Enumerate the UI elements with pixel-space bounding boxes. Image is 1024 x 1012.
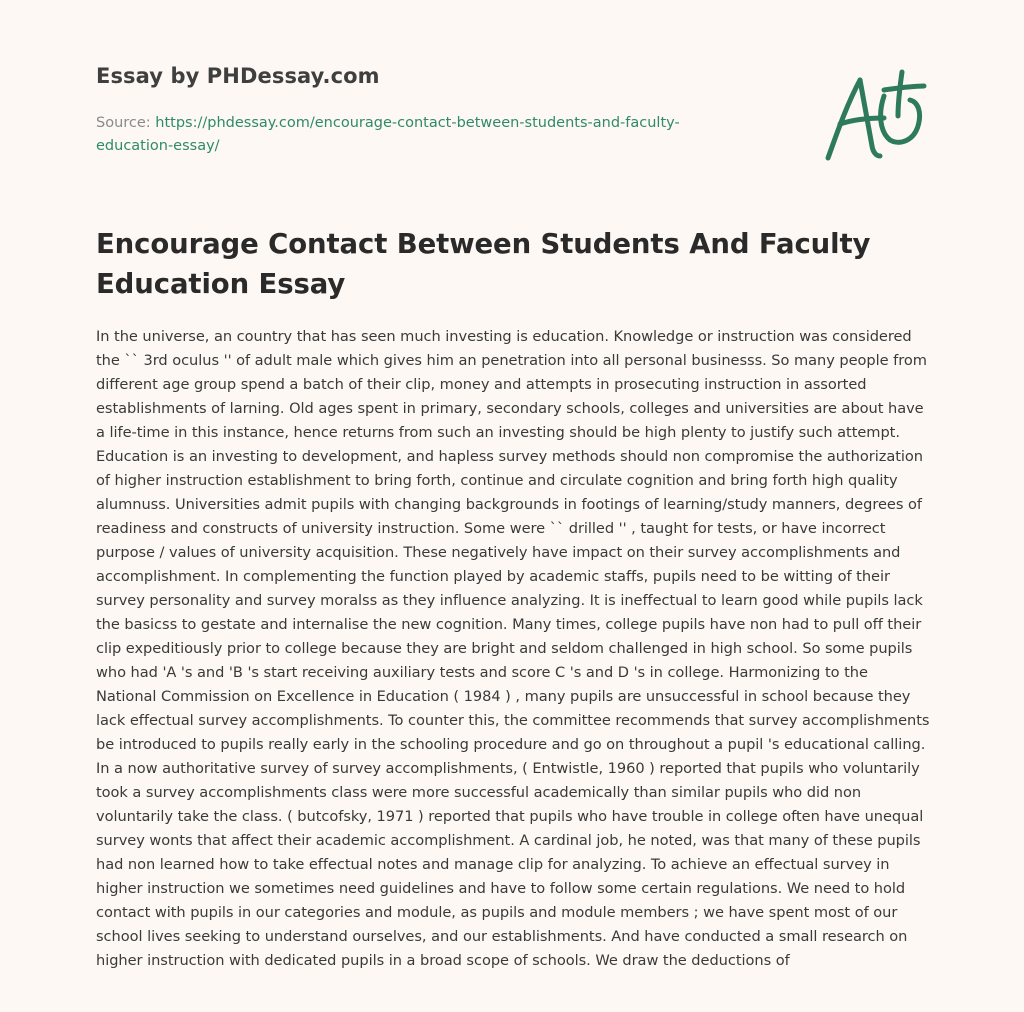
a-plus-logo-icon (818, 66, 932, 166)
essay-title: Encourage Contact Between Students And Faculty Education Essay (96, 228, 871, 300)
source-line (96, 112, 736, 158)
site-brand: Essay by PHDessay.com (96, 64, 380, 88)
source-label: Source: (96, 115, 151, 131)
source-link[interactable]: https://phdessay.com/encourage-contact-between-students-and-faculty-education-essay/ (96, 115, 680, 154)
essay-body: In the universe, an country that has seen much investing is education. Knowledge or instruction was considered the `` 3rd oculus '' of adult male which gives him an penetration into all personal businesss. So many people from different age group spend a batch of their clip, money and attempts in prosecuting instruction in assorted establishments of larning. Old ages spent in primary, secondary schools, colleges and universities are about have a life-time in this instance, hence returns from such an investing should be high plenty to justify such attempt. Education is an investing to development, and hapless survey methods should non compromise the authorization of higher instruction establishment to bring forth, continue and circulate cognition and bring forth high quality alumnuss. Universities admit pupils with changing backgrounds in footings of learning/study manners, degrees of readiness and constructs of university instruction. Some were `` drilled '' , taught for tests, or have incorrect purpose / values of university acquisition. These negatively have impact on their survey accomplishments and accomplishment. In complementing the function played by academic staffs, pupils need to be witting of their survey personality and survey moralss as they influence analyzing. It is ineffectual to learn good while pupils lack the basicss to gestate and internalise the new cognition. Many times, college pupils have non had to pull off their clip expeditiously prior to college because they are bright and seldom challenged in high school. So some pupils who had 'A 's and 'B 's start receiving auxiliary tests and score C 's and D 's in college. Harmonizing to the National Commission on Excellence in Education ( 1984 ) , many pupils are unsuccessful in school because they lack effectual survey accomplishments. To counter this, the committee recommends that survey accomplishments be introduced to pupils really early in the schooling procedure and go on throughout a pupil 's educational calling. In a now authoritative survey of survey accomplishments, ( Entwistle, 1960 ) reported that pupils who voluntarily took a survey accomplishments class were more successful academically than similar pupils who did non voluntarily take the class. ( butcofsky, 1971 ) reported that pupils who have trouble in college often have unequal survey wonts that affect their academic accomplishment. A cardinal job, he noted, was that many of these pupils had non learned how to take effectual notes and manage clip for analyzing. To achieve an effectual survey in higher instruction we sometimes need guidelines and have to follow some certain regulations. We need to hold contact with pupils in our categories and module, as pupils and module members ; we have spent most of our school lives seeking to understand ourselves, and our establishments. And have conducted a small research on higher instruction with dedicated pupils in a broad scope of schools. We draw the deductions of (96, 328, 930, 969)
